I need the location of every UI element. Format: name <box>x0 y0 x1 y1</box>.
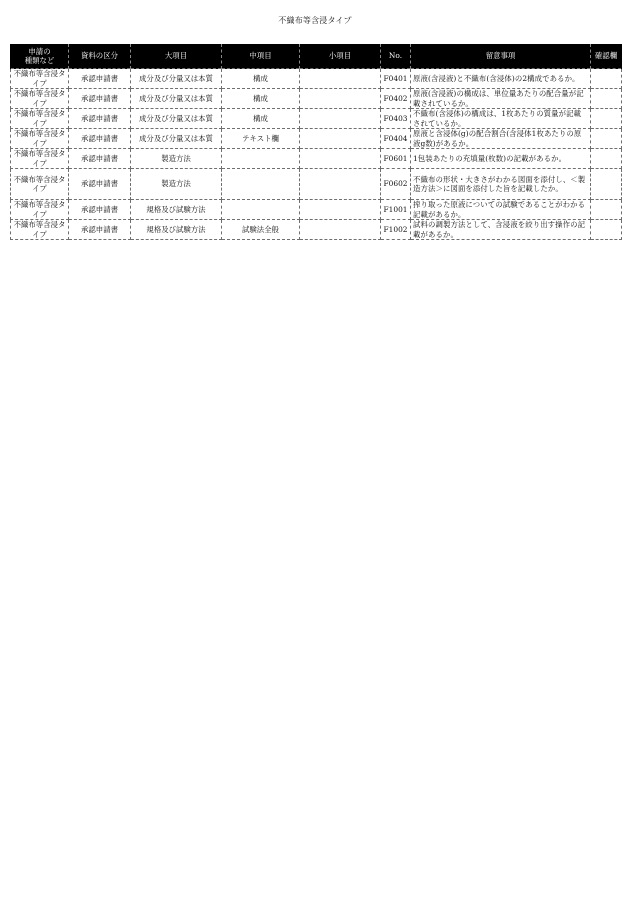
cell-major: 成分及び分量又は本質 <box>131 89 222 109</box>
cell-note: 不織布の形状・大きさがわかる図面を添付し、＜製造方法＞に図面を添付した旨を記載したか。 <box>411 169 591 200</box>
cell-minor <box>300 69 381 89</box>
cell-middle: 構成 <box>222 69 300 89</box>
cell-minor <box>300 109 381 129</box>
cell-category: 承認申請書 <box>69 149 131 169</box>
cell-no: F0402 <box>381 89 411 109</box>
cell-category: 承認申請書 <box>69 69 131 89</box>
cell-confirm[interactable] <box>591 149 622 169</box>
cell-major: 成分及び分量又は本質 <box>131 69 222 89</box>
cell-type: 不織布等含浸タイプ <box>11 200 69 220</box>
document-title: 不織布等含浸タイプ <box>278 16 352 25</box>
checklist-table <box>10 44 622 240</box>
cell-type: 不織布等含浸タイプ <box>11 220 69 240</box>
cell-type: 不織布等含浸タイプ <box>11 169 69 200</box>
cell-middle <box>222 200 300 220</box>
cell-major: 規格及び試験方法 <box>131 200 222 220</box>
table-row <box>11 109 622 129</box>
cell-minor <box>300 89 381 109</box>
cell-middle <box>222 169 300 200</box>
cell-no: F0404 <box>381 129 411 149</box>
header-note: 留意事項 <box>411 44 591 69</box>
cell-confirm[interactable] <box>591 69 622 89</box>
table-row <box>11 169 622 200</box>
cell-major: 製造方法 <box>131 149 222 169</box>
cell-minor <box>300 129 381 149</box>
cell-type: 不織布等含浸タイプ <box>11 149 69 169</box>
cell-category: 承認申請書 <box>69 89 131 109</box>
cell-category: 承認申請書 <box>69 200 131 220</box>
cell-major: 成分及び分量又は本質 <box>131 109 222 129</box>
cell-major: 製造方法 <box>131 169 222 200</box>
cell-note: 搾り取った原液についての試験であることがわかる記載があるか。 <box>411 200 591 220</box>
cell-note: 試料の調製方法として、含浸液を絞り出す操作の記載があるか。 <box>411 220 591 240</box>
cell-no: F1001 <box>381 200 411 220</box>
cell-type: 不織布等含浸タイプ <box>11 109 69 129</box>
cell-no: F0403 <box>381 109 411 129</box>
header-type: 申請の 種類など <box>11 44 69 69</box>
cell-no: F0601 <box>381 149 411 169</box>
cell-major: 成分及び分量又は本質 <box>131 129 222 149</box>
table-row <box>11 129 622 149</box>
cell-confirm[interactable] <box>591 129 622 149</box>
table-row <box>11 149 622 169</box>
cell-middle <box>222 149 300 169</box>
cell-no: F0401 <box>381 69 411 89</box>
cell-no: F0602 <box>381 169 411 200</box>
cell-note: 1包装あたりの充填量(枚数)の記載があるか。 <box>411 149 591 169</box>
cell-type: 不織布等含浸タイプ <box>11 129 69 149</box>
table-row <box>11 220 622 240</box>
cell-middle: 構成 <box>222 89 300 109</box>
cell-type: 不織布等含浸タイプ <box>11 89 69 109</box>
cell-confirm[interactable] <box>591 169 622 200</box>
cell-minor <box>300 200 381 220</box>
cell-confirm[interactable] <box>591 89 622 109</box>
header-no: No. <box>381 44 411 69</box>
header-major: 大項目 <box>131 44 222 69</box>
cell-major: 規格及び試験方法 <box>131 220 222 240</box>
cell-middle: 構成 <box>222 109 300 129</box>
table-row <box>11 89 622 109</box>
cell-note: 原液と含浸体(g)の配合割合(含浸体1枚あたりの原液g数)があるか。 <box>411 129 591 149</box>
header-confirm: 確認欄 <box>591 44 622 69</box>
cell-category: 承認申請書 <box>69 169 131 200</box>
table-row <box>11 69 622 89</box>
cell-note: 原液(含浸液)の構成は、単位量あたりの配合量が記載されているか。 <box>411 89 591 109</box>
cell-category: 承認申請書 <box>69 220 131 240</box>
header-middle: 中項目 <box>222 44 300 69</box>
cell-confirm[interactable] <box>591 109 622 129</box>
cell-note: 原液(含浸液)と不織布(含浸体)の2構成であるか。 <box>411 69 591 89</box>
header-minor: 小項目 <box>300 44 381 69</box>
cell-category: 承認申請書 <box>69 129 131 149</box>
table-header <box>11 44 622 69</box>
cell-category: 承認申請書 <box>69 109 131 129</box>
cell-minor <box>300 149 381 169</box>
table-body <box>11 69 622 240</box>
cell-type: 不織布等含浸タイプ <box>11 69 69 89</box>
cell-minor <box>300 220 381 240</box>
cell-minor <box>300 169 381 200</box>
cell-middle: 試験法全般 <box>222 220 300 240</box>
cell-confirm[interactable] <box>591 200 622 220</box>
cell-no: F1002 <box>381 220 411 240</box>
cell-confirm[interactable] <box>591 220 622 240</box>
cell-note: 不織布(含浸体)の構成は、1枚あたりの質量が記載されているか。 <box>411 109 591 129</box>
header-category: 資料の区分 <box>69 44 131 69</box>
table-row <box>11 200 622 220</box>
cell-middle: テキスト欄 <box>222 129 300 149</box>
